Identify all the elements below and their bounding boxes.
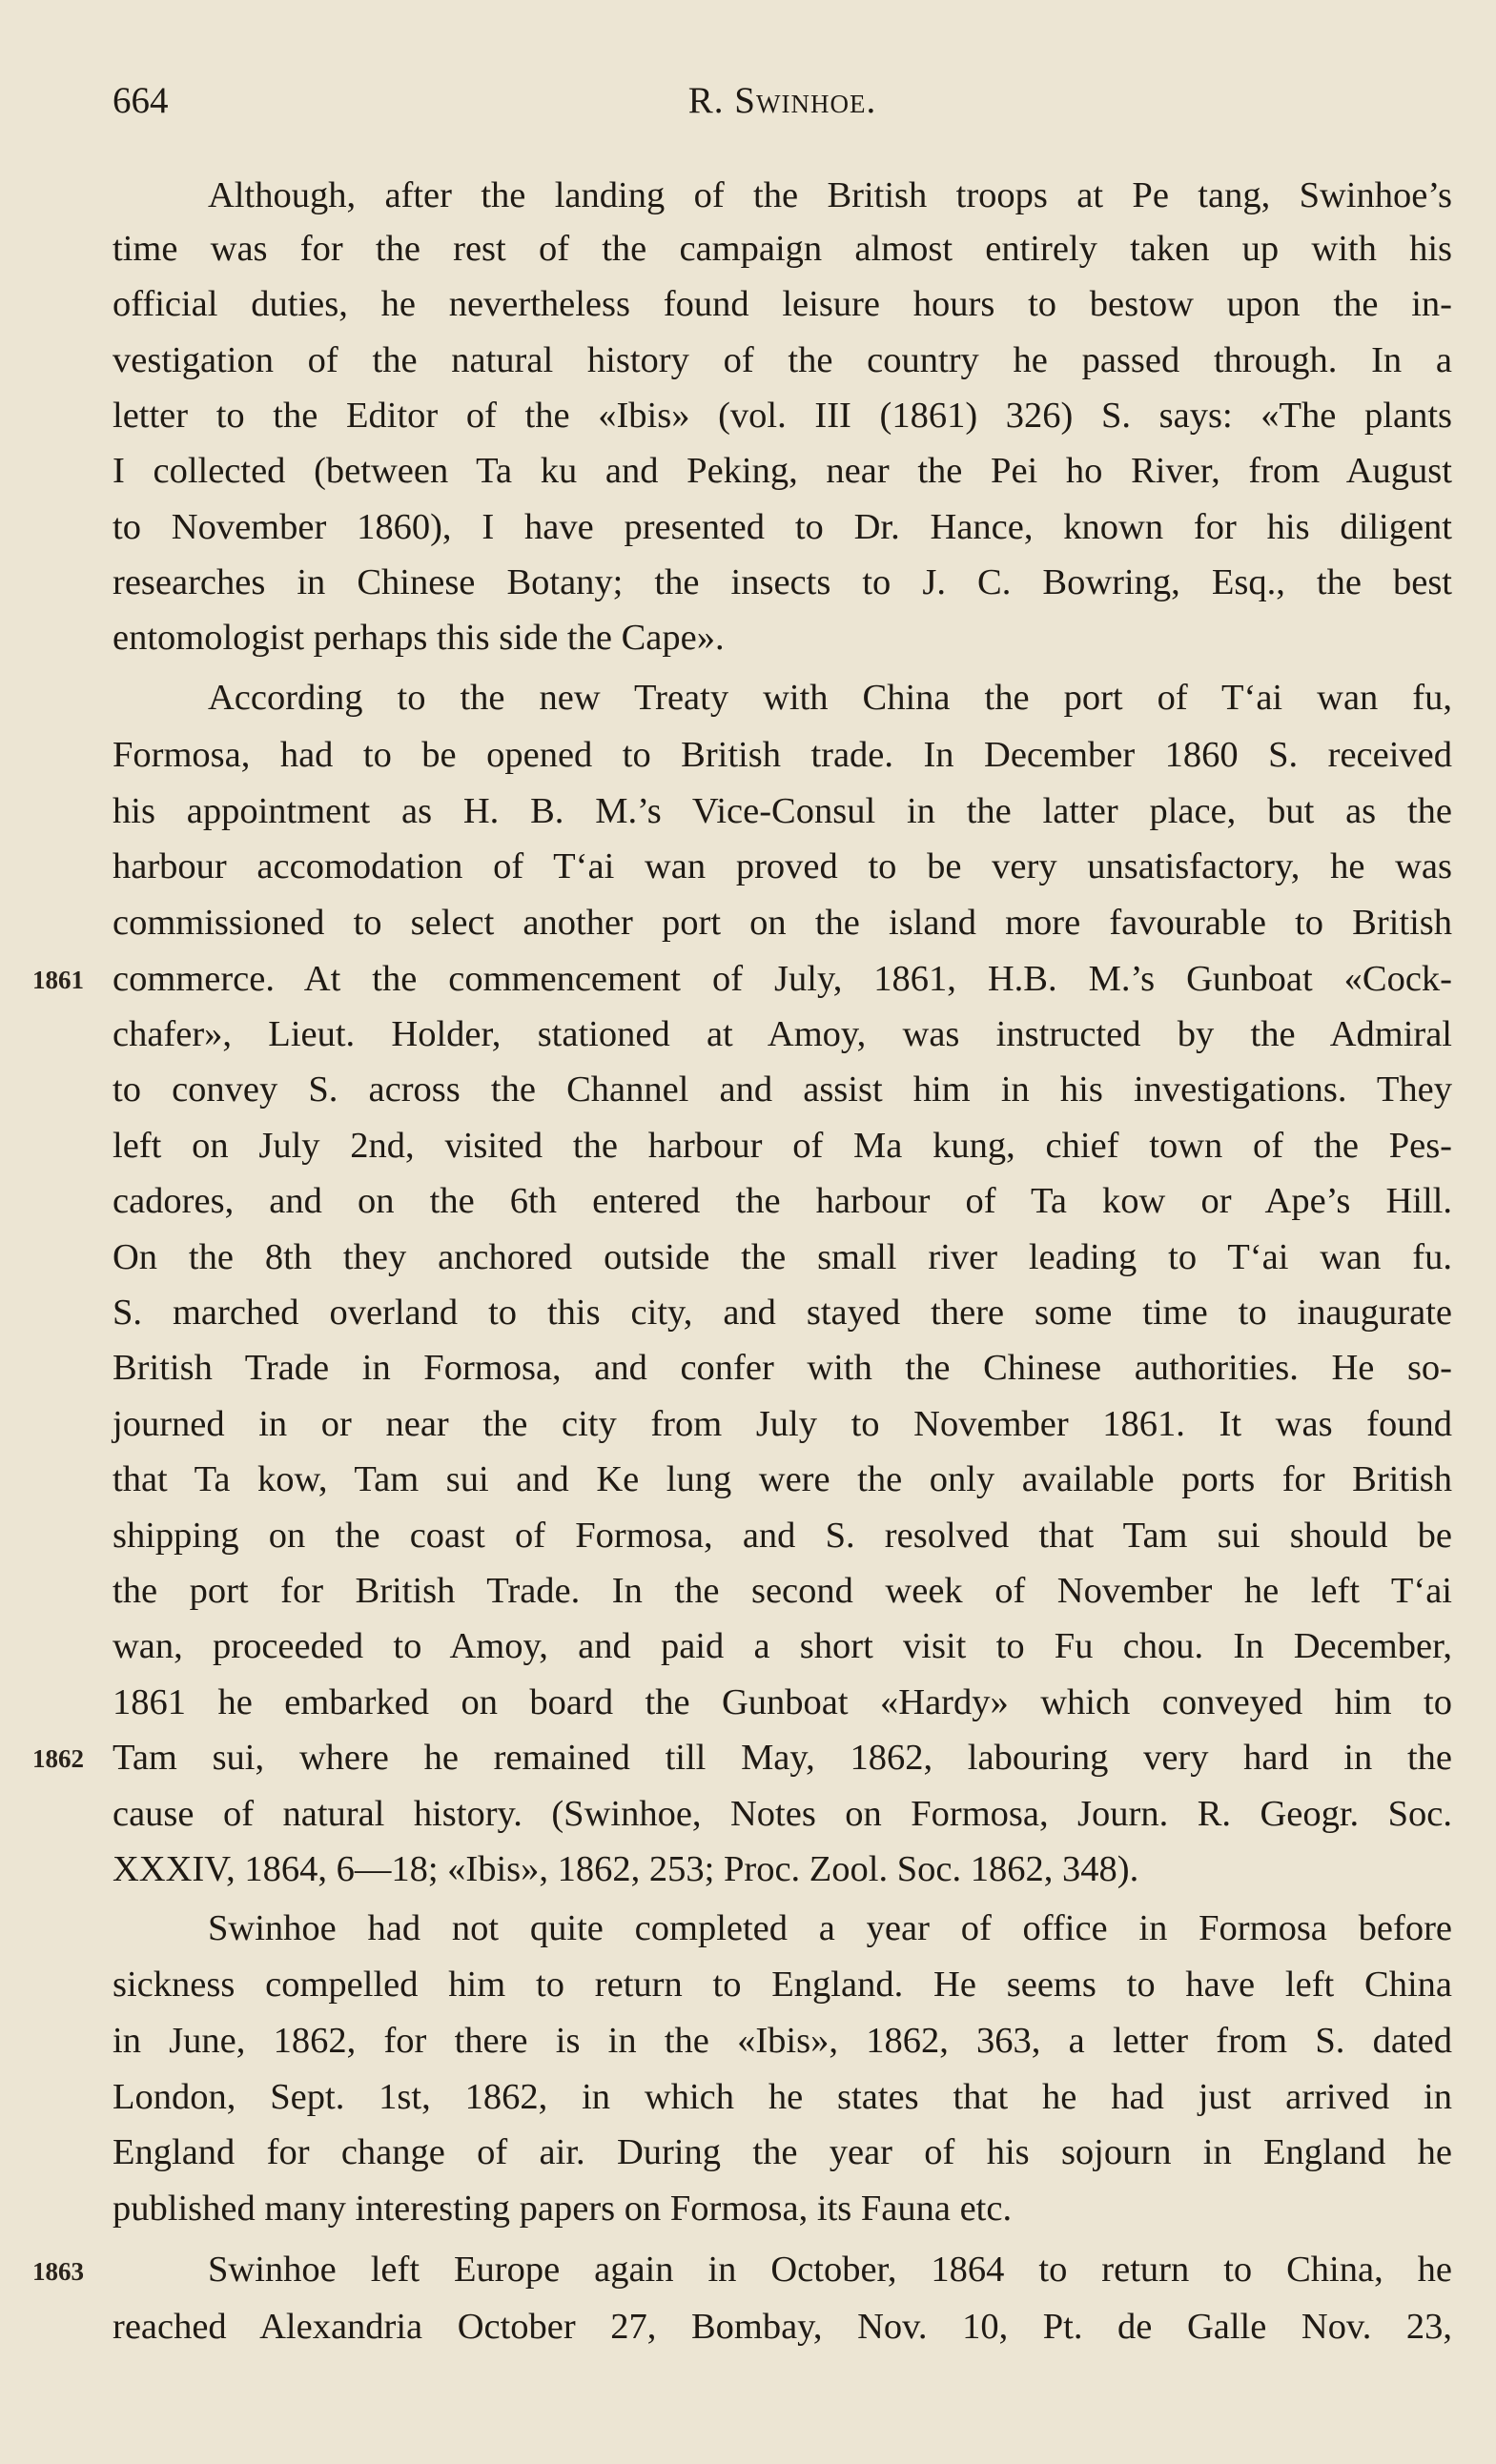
text-line: 1861 he embarked on board the Gunboat «Hardy» which conveyed him to xyxy=(113,1682,1452,1722)
text-line: commerce. At the commencement of July, 1861, H.B. M.’s Gunboat «Cock- xyxy=(113,959,1452,999)
text-line: that Ta kow, Tam sui and Ke lung were the only available ports for British xyxy=(113,1459,1452,1499)
text-line: letter to the Editor of the «Ibis» (vol. III (1861) 326) S. says: «The plants xyxy=(113,396,1452,436)
text-line: British Trade in Formosa, and confer with the Chinese authorities. He so- xyxy=(113,1348,1452,1388)
margin-year: 1862 xyxy=(32,1744,84,1773)
text-line: Formosa, had to be opened to British trade. In December 1860 S. received xyxy=(113,735,1452,775)
page-number: 664 xyxy=(113,80,169,121)
text-line: entomologist perhaps this side the Cape». xyxy=(113,618,725,658)
margin-year: 1861 xyxy=(32,966,84,994)
text-line: time was for the rest of the campaign almost entirely taken up with his xyxy=(113,229,1452,269)
text-line: sickness compelled him to return to England. He seems to have left China xyxy=(113,1965,1452,2005)
text-line: cause of natural history. (Swinhoe, Notes on Formosa, Journ. R. Geogr. Soc. xyxy=(113,1794,1452,1834)
running-head-rest: winhoe. xyxy=(755,80,877,121)
text-line: reached Alexandria October 27, Bombay, Nov. 10, Pt. de Galle Nov. 23, xyxy=(113,2307,1452,2347)
text-line: harbour accomodation of Tʻai wan proved to be very unsatisfactory, he was xyxy=(113,846,1452,886)
text-line: journed in or near the city from July to November 1861. It was found xyxy=(113,1404,1452,1444)
running-head-initial: R. S xyxy=(687,80,756,121)
page-header xyxy=(113,72,1452,130)
text-line: to convey S. across the Channel and assist him in his investigations. They xyxy=(113,1069,1452,1110)
text-line: XXXIV, 1864, 6—18; «Ibis», 1862, 253; Proc. Zool. Soc. 1862, 348). xyxy=(113,1849,1139,1889)
text-line: his appointment as H. B. M.’s Vice-Consul in the latter place, but as the xyxy=(113,791,1452,831)
text-line: chafer», Lieut. Holder, stationed at Amoy, was instructed by the Admiral xyxy=(113,1014,1452,1054)
text-line: official duties, he nevertheless found leisure hours to bestow upon the in- xyxy=(113,284,1452,324)
text-line: Swinhoe had not quite completed a year of office in Formosa before xyxy=(208,1908,1452,1948)
text-line: vestigation of the natural history of the country he passed through. In a xyxy=(113,340,1452,380)
text-line: cadores, and on the 6th entered the harbour of Ta kow or Ape’s Hill. xyxy=(113,1181,1452,1221)
text-line: in June, 1862, for there is in the «Ibis», 1862, 363, a letter from S. dated xyxy=(113,2021,1452,2061)
text-line: left on July 2nd, visited the harbour of Ma kung, chief town of the Pes- xyxy=(113,1126,1452,1166)
text-line: England for change of air. During the year of his sojourn in England he xyxy=(113,2132,1452,2172)
text-line: the port for British Trade. In the second week of November he left Tʻai xyxy=(113,1571,1452,1611)
text-line: S. marched overland to this city, and stayed there some time to inaugurate xyxy=(113,1293,1452,1333)
text-line: According to the new Treaty with China the port of Tʻai wan fu, xyxy=(208,678,1452,718)
text-line: published many interesting papers on Formosa, its Fauna etc. xyxy=(113,2189,1013,2229)
text-line: On the 8th they anchored outside the small river leading to Tʻai wan fu. xyxy=(113,1237,1452,1277)
text-line: I collected (between Ta ku and Peking, near the Pei ho River, from August xyxy=(113,451,1452,491)
text-line: to November 1860), I have presented to Dr. Hance, known for his diligent xyxy=(113,507,1452,547)
text-line: Although, after the landing of the British troops at Pe tang, Swinhoe’s xyxy=(208,175,1452,215)
text-line: Tam sui, where he remained till May, 1862, labouring very hard in the xyxy=(113,1738,1452,1778)
text-line: commissioned to select another port on the island more favourable to British xyxy=(113,903,1452,943)
running-head xyxy=(113,72,1452,130)
margin-year: 1863 xyxy=(32,2257,84,2286)
text-line: researches in Chinese Botany; the insects to J. C. Bowring, Esq., the best xyxy=(113,562,1452,602)
text-line: London, Sept. 1st, 1862, in which he states that he had just arrived in xyxy=(113,2077,1452,2117)
text-line: Swinhoe left Europe again in October, 1864 to return to China, he xyxy=(208,2250,1452,2290)
text-line: wan, proceeded to Amoy, and paid a short visit to Fu chou. In December, xyxy=(113,1626,1452,1666)
text-line: shipping on the coast of Formosa, and S. resolved that Tam sui should be xyxy=(113,1516,1452,1556)
